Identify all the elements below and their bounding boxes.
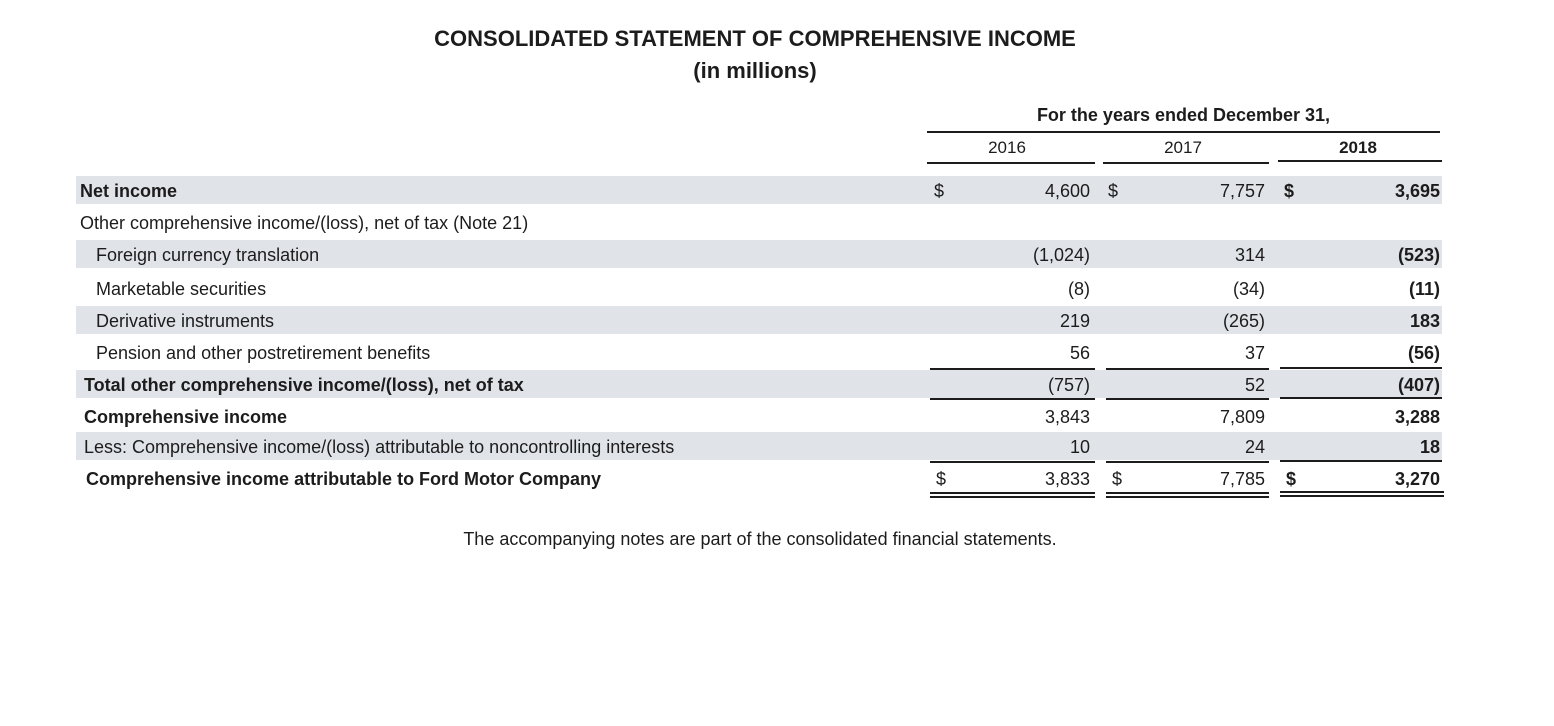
double-rule [1106,492,1269,494]
value-2016: 4,600 [1044,181,1090,201]
currency-symbol: $ [934,181,945,201]
value-2018: (407) [1397,375,1440,395]
value-2017: (265) [1222,311,1265,331]
value-2018: 3,270 [1394,469,1440,489]
row-label: Other comprehensive income/(loss), net of tax (Note 21) [80,213,529,233]
value-2016: 3,833 [1044,469,1090,489]
row-label: Net income [80,181,178,201]
row-label: Marketable securities [96,279,267,299]
year-header-2017: 2017 [1164,138,1202,157]
row-label: Comprehensive income attributable to Ford Motor Company [86,469,602,489]
table-row [0,338,1554,368]
subtotal-rule [1280,397,1442,399]
table-row [0,176,1554,206]
row-label: Comprehensive income [84,407,288,427]
currency-symbol: $ [1284,181,1295,201]
value-2016: (757) [1047,375,1090,395]
value-2017: 314 [1234,245,1265,265]
row-label: Total other comprehensive income/(loss), net of tax [84,375,524,395]
value-2017: 52 [1244,375,1265,395]
value-2016: 56 [1069,343,1090,363]
value-2018: (523) [1397,245,1440,265]
subtotal-rule [930,461,1095,463]
value-2016: 3,843 [1044,407,1090,427]
table-row [0,306,1554,336]
value-2017: 7,785 [1219,469,1265,489]
period-header: For the years ended December 31, [1036,105,1331,125]
subtotal-rule [930,398,1095,400]
subtotal-rule [1280,367,1442,369]
double-rule [930,496,1095,498]
currency-symbol: $ [1112,469,1123,489]
row-label: Foreign currency translation [96,245,320,265]
currency-symbol: $ [1286,469,1297,489]
table-row [0,208,1554,238]
footnote: The accompanying notes are part of the consolidated financial statements. [463,529,1057,549]
table-row [0,402,1554,432]
table-row [0,370,1554,400]
value-2016: (8) [1068,279,1090,299]
value-2017: (34) [1232,279,1265,299]
subtotal-rule [1106,398,1269,400]
row-label: Less: Comprehensive income/(loss) attributable to noncontrolling interests [84,437,675,457]
double-rule [1280,495,1444,497]
subtotal-rule [1280,460,1442,462]
value-2017: 24 [1244,437,1265,457]
double-rule [1280,491,1444,493]
value-2018: (11) [1408,279,1440,299]
value-2016: 10 [1069,437,1090,457]
currency-symbol: $ [1108,181,1119,201]
row-label: Pension and other postretirement benefits [96,343,431,363]
value-2018: 3,695 [1394,181,1440,201]
value-2018: (56) [1407,343,1440,363]
table-row [0,240,1554,270]
year-header-2016: 2016 [988,138,1026,157]
currency-symbol: $ [936,469,947,489]
value-2018: 18 [1419,437,1440,457]
year-underline-2018 [1278,160,1442,162]
statement-title: CONSOLIDATED STATEMENT OF COMPREHENSIVE INCOME [434,26,1076,51]
period-underline [927,131,1440,133]
value-2018: 3,288 [1394,407,1440,427]
value-2017: 7,809 [1219,407,1265,427]
subtotal-rule [1106,461,1269,463]
table-row [0,274,1554,304]
year-underline-2016 [927,162,1095,164]
double-rule [1106,496,1269,498]
double-rule [930,492,1095,494]
statement-units: (in millions) [693,58,817,83]
row-label: Derivative instruments [96,311,275,331]
year-header-2018: 2018 [1339,138,1377,157]
table-row [0,464,1554,494]
year-underline-2017 [1103,162,1269,164]
value-2016: (1,024) [1032,245,1090,265]
value-2017: 7,757 [1219,181,1265,201]
table-row [0,432,1554,462]
value-2018: 183 [1409,311,1440,331]
value-2016: 219 [1059,311,1090,331]
value-2017: 37 [1244,343,1265,363]
